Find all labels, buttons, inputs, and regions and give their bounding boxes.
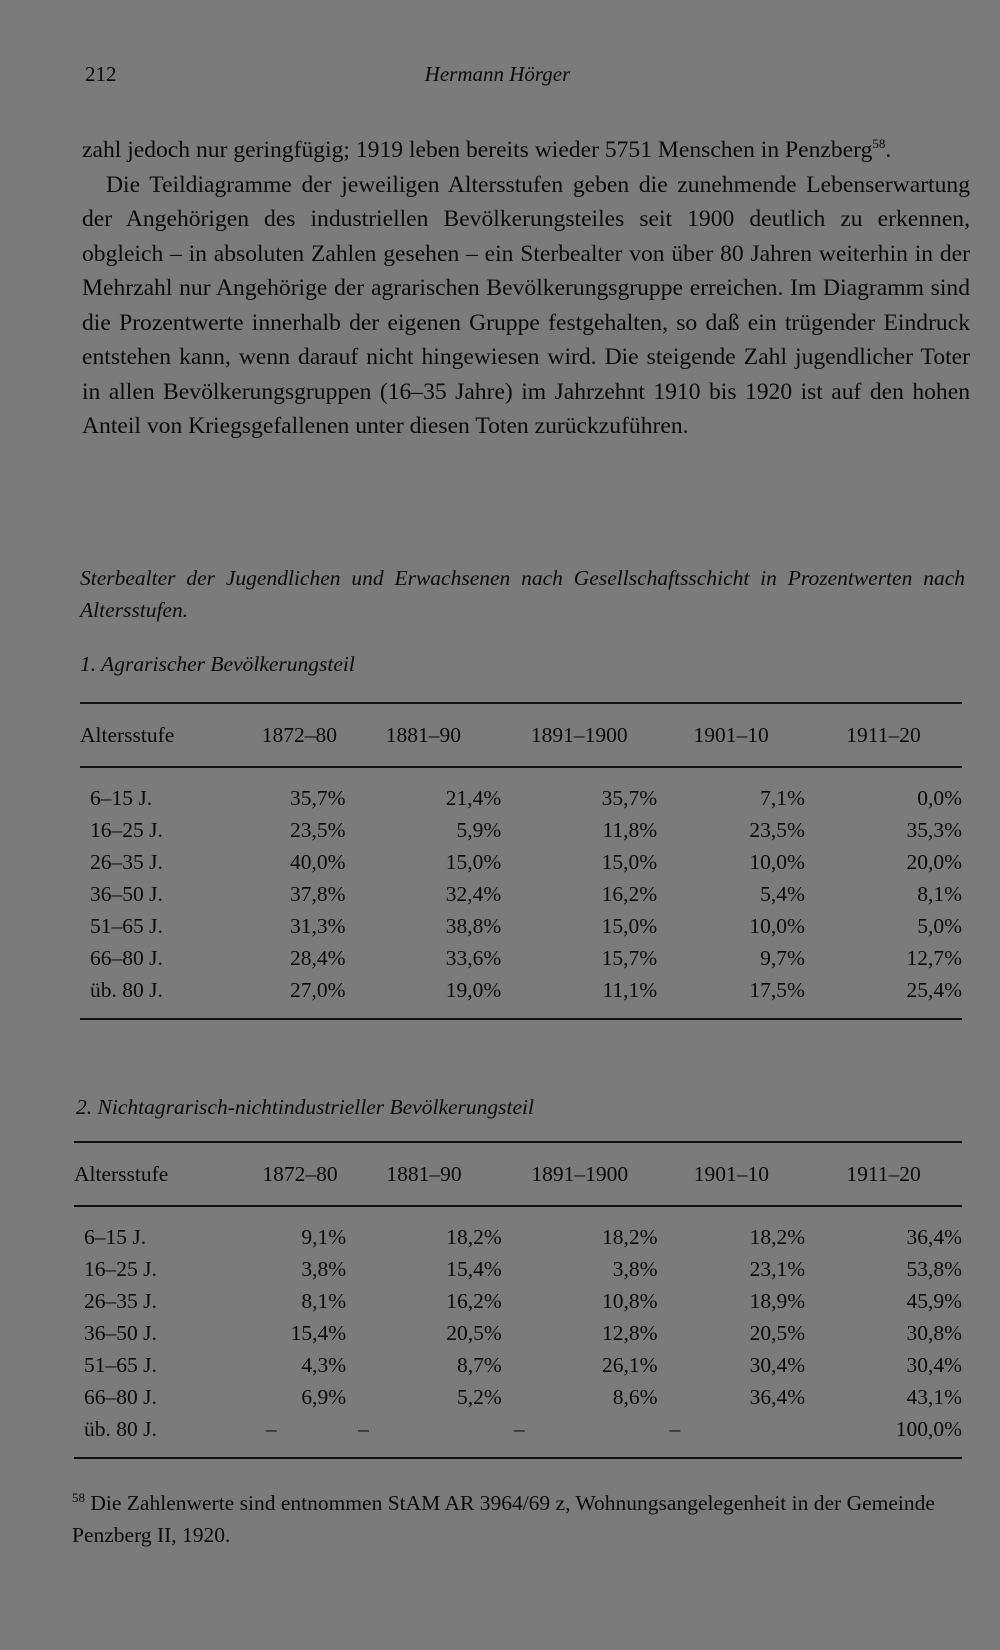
age-group-cell: üb. 80 J. bbox=[84, 1416, 157, 1441]
table-row bbox=[74, 1349, 962, 1381]
percent-cell: 21,4% bbox=[445, 785, 502, 810]
percent-cell: 12,8% bbox=[601, 1320, 658, 1345]
table-row bbox=[74, 1206, 962, 1253]
column-header: Altersstufe bbox=[80, 722, 175, 747]
age-group-cell: 51–65 J. bbox=[84, 1352, 157, 1377]
percent-cell: 38,8% bbox=[445, 913, 502, 938]
percent-cell: 15,4% bbox=[446, 1256, 502, 1281]
percent-cell: – bbox=[358, 1416, 369, 1441]
percent-cell: 30,4% bbox=[749, 1352, 806, 1377]
column-header: 1911–20 bbox=[846, 722, 921, 747]
footnote bbox=[72, 1487, 962, 1551]
percent-cell: – bbox=[669, 1416, 681, 1441]
percent-cell: 11,1% bbox=[602, 977, 658, 1002]
percent-cell: 10,8% bbox=[601, 1288, 658, 1313]
percent-cell: 31,3% bbox=[289, 913, 346, 938]
percent-cell: 16,2% bbox=[446, 1288, 502, 1313]
table-1 bbox=[80, 702, 962, 1020]
percent-cell: 33,6% bbox=[445, 945, 502, 970]
table-row bbox=[74, 1317, 962, 1349]
column-header: 1901–10 bbox=[693, 722, 769, 747]
age-group-cell: 36–50 J. bbox=[84, 1320, 157, 1345]
table-row bbox=[80, 814, 962, 846]
percent-cell: 12,7% bbox=[906, 945, 962, 970]
footnote-ref: 58 bbox=[872, 136, 886, 151]
table-row bbox=[80, 878, 962, 910]
percent-cell: 20,0% bbox=[906, 849, 962, 874]
percent-cell: 40,0% bbox=[289, 849, 346, 874]
percent-cell: 9,7% bbox=[760, 945, 805, 970]
percent-cell: 20,5% bbox=[446, 1320, 502, 1345]
age-group-cell: 16–25 J. bbox=[84, 1256, 157, 1281]
column-header: Altersstufe bbox=[74, 1161, 169, 1186]
footnote-number: 58 bbox=[72, 1490, 85, 1505]
percent-cell: 35,3% bbox=[906, 817, 962, 842]
column-header: 1891–1900 bbox=[530, 722, 628, 747]
table-1-title: 1. Agrarischer Bevölkerungsteil bbox=[80, 652, 355, 676]
percent-cell: 15,0% bbox=[601, 849, 658, 874]
percent-cell: 10,0% bbox=[749, 913, 805, 938]
percent-cell: – bbox=[513, 1416, 525, 1441]
percent-cell: 8,7% bbox=[457, 1352, 502, 1377]
percent-cell: 30,8% bbox=[906, 1320, 962, 1345]
body-text bbox=[82, 133, 970, 444]
percent-cell: 8,1% bbox=[917, 881, 962, 906]
percent-cell: 3,8% bbox=[612, 1256, 658, 1281]
percent-cell: 18,2% bbox=[601, 1224, 658, 1249]
percent-cell: 19,0% bbox=[445, 977, 502, 1002]
percent-cell: 30,4% bbox=[906, 1352, 962, 1377]
table-2-header bbox=[74, 1142, 962, 1206]
percent-cell: 100,0% bbox=[895, 1416, 962, 1441]
percent-cell: 16,2% bbox=[601, 881, 658, 906]
percent-cell: 35,7% bbox=[601, 785, 658, 810]
percent-cell: 5,2% bbox=[457, 1384, 502, 1409]
age-group-cell: 26–35 J. bbox=[90, 849, 163, 874]
percent-cell: 15,4% bbox=[290, 1320, 347, 1345]
percent-cell: 36,4% bbox=[906, 1224, 962, 1249]
column-header: 1872–80 bbox=[262, 1161, 338, 1186]
percent-cell: 7,1% bbox=[760, 785, 805, 810]
percent-cell: 32,4% bbox=[445, 881, 502, 906]
percent-cell: 23,1% bbox=[749, 1256, 806, 1281]
table-row bbox=[80, 910, 962, 942]
column-header: 1891–1900 bbox=[531, 1161, 629, 1186]
table-2-title: 2. Nichtagrarisch-nichtindustrieller Bevölkerungsteil bbox=[76, 1095, 534, 1119]
percent-cell: 23,5% bbox=[289, 817, 346, 842]
percent-cell: 5,9% bbox=[456, 817, 502, 842]
paragraph-2: Die Teildiagramme der jeweiligen Altersstufen geben die zunehmende Lebenserwartung der Angehörigen des industriellen Bevölkerungsteiles seit 1900 deutlich zu erkennen, obgleich – in absoluten Zahlen gesehen – ein Sterbealter von über 80 Jahren weiterhin in der Mehrzahl nur Angehörige der agrarischen Bevölkerungsgruppe erreichen. Im Diagramm sind die Prozentwerte innerhalb der eigenen Gruppe festgehalten, so daß ein trügender Eindruck entstehen kann, wenn darauf nicht hingewiesen wird. Die steigende Zahl jugendlicher Toter in allen Bevölkerungsgruppen (16–35 Jahre) im Jahrzehnt 1910 bis 1920 ist auf den hohen Anteil von Kriegsgefallenen unter diesen Toten zurückzuführen. bbox=[82, 171, 970, 439]
percent-cell: 5,0% bbox=[917, 913, 962, 938]
table-row bbox=[74, 1253, 962, 1285]
percent-cell: 15,7% bbox=[601, 945, 658, 970]
footnote-text: Die Zahlenwerte sind entnommen StAM AR 3964/69 z, Wohnungsangelegenheit in der Gemeinde Penzberg II, 1920. bbox=[72, 1491, 935, 1547]
percent-cell: 26,1% bbox=[601, 1352, 658, 1377]
table-row bbox=[74, 1381, 962, 1413]
column-header: 1872–80 bbox=[261, 722, 337, 747]
age-group-cell: 66–80 J. bbox=[90, 945, 163, 970]
table-2 bbox=[74, 1141, 962, 1459]
percent-cell: 25,4% bbox=[906, 977, 962, 1002]
paragraph-1-end: . bbox=[885, 137, 892, 163]
age-group-cell: 26–35 J. bbox=[84, 1288, 157, 1313]
percent-cell: 17,5% bbox=[749, 977, 805, 1002]
table-row bbox=[80, 767, 962, 814]
page-number: 212 bbox=[85, 62, 117, 86]
percent-cell: 35,7% bbox=[289, 785, 346, 810]
percent-cell: 10,0% bbox=[749, 849, 805, 874]
age-group-cell: 16–25 J. bbox=[90, 817, 163, 842]
percent-cell: 36,4% bbox=[749, 1384, 806, 1409]
age-group-cell: 66–80 J. bbox=[84, 1384, 157, 1409]
percent-cell: 20,5% bbox=[749, 1320, 806, 1345]
table-row bbox=[80, 974, 962, 1019]
column-header: 1881–90 bbox=[385, 722, 462, 747]
paragraph-1 bbox=[82, 133, 970, 168]
percent-cell: 9,1% bbox=[301, 1224, 347, 1249]
table-2-body bbox=[74, 1206, 962, 1458]
percent-cell: 3,8% bbox=[301, 1256, 347, 1281]
percent-cell: 23,5% bbox=[749, 817, 805, 842]
age-group-cell: üb. 80 J. bbox=[90, 977, 163, 1002]
column-header: 1901–10 bbox=[693, 1161, 769, 1186]
table-row bbox=[74, 1413, 962, 1458]
percent-cell: 6,9% bbox=[301, 1384, 347, 1409]
table-1-header bbox=[80, 703, 962, 767]
percent-cell: 15,0% bbox=[445, 849, 502, 874]
percent-cell: 11,8% bbox=[602, 817, 658, 842]
percent-cell: 18,2% bbox=[749, 1224, 806, 1249]
percent-cell: 37,8% bbox=[289, 881, 346, 906]
table-row bbox=[80, 846, 962, 878]
percent-cell: 18,9% bbox=[749, 1288, 806, 1313]
table-row bbox=[74, 1285, 962, 1317]
paragraph-1-text: zahl jedoch nur geringfügig; 1919 leben bereits wieder 5751 Menschen in Penzberg bbox=[82, 137, 873, 163]
age-group-cell: 6–15 J. bbox=[84, 1224, 147, 1249]
percent-cell: 8,1% bbox=[301, 1288, 347, 1313]
percent-cell: 5,4% bbox=[760, 881, 805, 906]
table-row bbox=[80, 942, 962, 974]
percent-cell: 45,9% bbox=[906, 1288, 962, 1313]
percent-cell: 28,4% bbox=[289, 945, 346, 970]
percent-cell: 43,1% bbox=[906, 1384, 962, 1409]
percent-cell: 53,8% bbox=[906, 1256, 962, 1281]
percent-cell: 15,0% bbox=[601, 913, 658, 938]
percent-cell: 0,0% bbox=[917, 785, 962, 810]
percent-cell: 8,6% bbox=[612, 1384, 658, 1409]
percent-cell: 4,3% bbox=[301, 1352, 347, 1377]
table-1-body bbox=[80, 767, 962, 1019]
column-header: 1911–20 bbox=[846, 1161, 921, 1186]
age-group-cell: 36–50 J. bbox=[90, 881, 163, 906]
age-group-cell: 51–65 J. bbox=[90, 913, 163, 938]
page-header bbox=[85, 62, 910, 102]
percent-cell: 27,0% bbox=[289, 977, 346, 1002]
percent-cell: – bbox=[265, 1416, 277, 1441]
percent-cell: 18,2% bbox=[446, 1224, 502, 1249]
table-caption: Sterbealter der Jugendlichen und Erwachsenen nach Gesellschaftsschicht in Prozentwerten nach Altersstufen. bbox=[80, 566, 965, 622]
column-header: 1881–90 bbox=[386, 1161, 462, 1186]
running-head: Hermann Hörger bbox=[424, 62, 571, 86]
age-group-cell: 6–15 J. bbox=[90, 785, 153, 810]
